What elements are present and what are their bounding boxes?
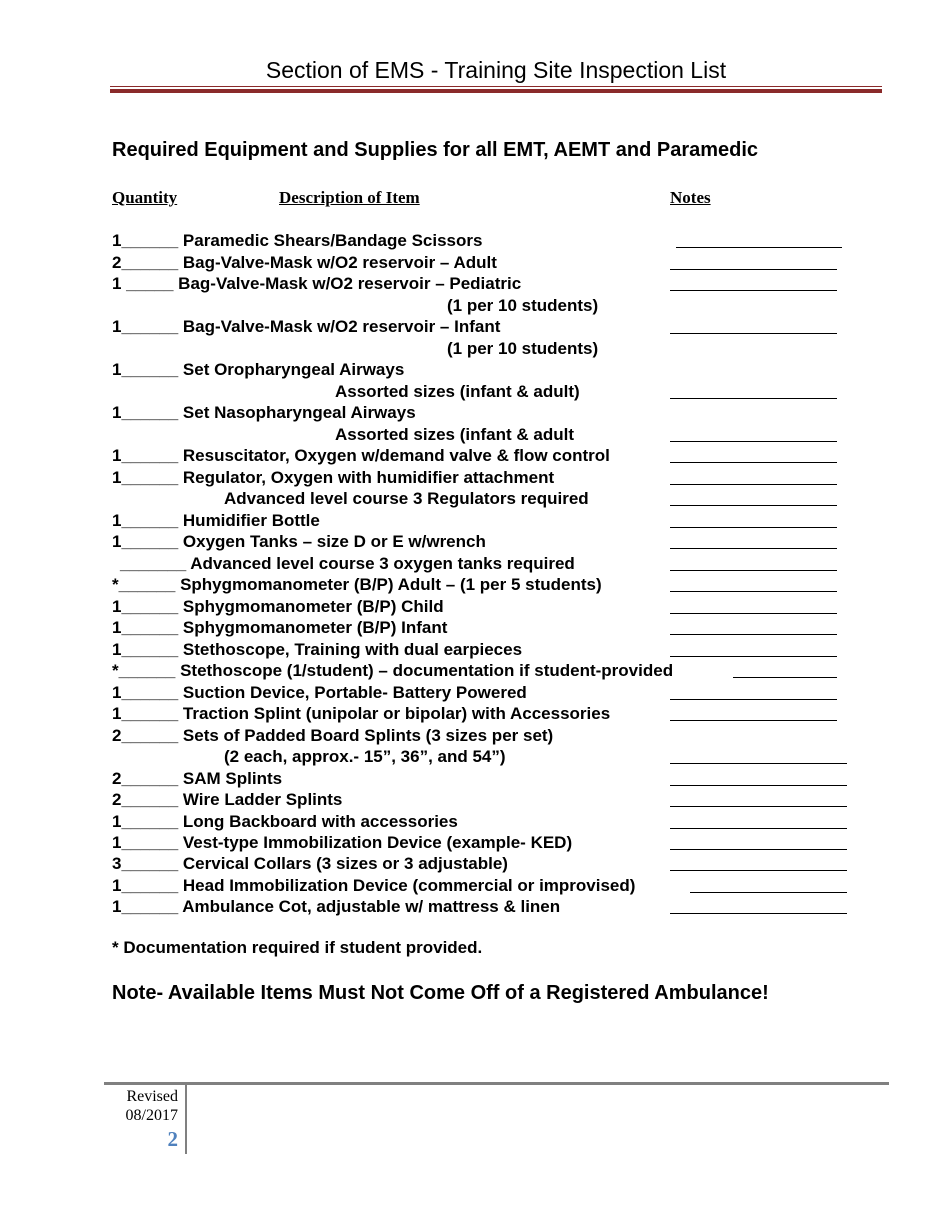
item-line: 1______ Long Backboard with accessories	[112, 812, 458, 831]
item-line: 1______ Oxygen Tanks – size D or E w/wrench	[112, 532, 486, 551]
item-line: 3______ Cervical Collars (3 sizes or 3 adjustable)	[112, 854, 508, 873]
notes-blank	[670, 591, 837, 592]
page-title: Section of EMS - Training Site Inspection List	[265, 57, 727, 83]
item-line: 1______ Traction Splint (unipolar or bipolar) with Accessories	[112, 704, 611, 723]
notes-blank	[670, 785, 847, 786]
quantity-column-header: Quantity	[112, 188, 178, 207]
item-line: 1______ Regulator, Oxygen with humidifier attachment	[112, 468, 555, 487]
notes-blank	[670, 441, 837, 442]
notes-blank	[670, 398, 837, 399]
item-line: *______ Stethoscope (1/student) – documentation if student-provided	[112, 661, 674, 680]
notes-blank	[670, 913, 847, 914]
revised-label: Revised	[126, 1088, 178, 1105]
notes-blank	[670, 849, 847, 850]
section-heading: Required Equipment and Supplies for all EMT, AEMT and Paramedic	[112, 139, 759, 161]
item-subline: (2 each, approx.- 15”, 36”, and 54”)	[224, 747, 506, 766]
notes-blank	[670, 333, 837, 334]
notes-blank	[670, 699, 837, 700]
notes-column-header: Notes	[670, 188, 711, 207]
page-number: 2	[167, 1127, 178, 1151]
item-line: 2______ Bag-Valve-Mask w/O2 reservoir – Adult	[112, 253, 497, 272]
description-column-header: Description of Item	[279, 188, 420, 207]
notes-blank	[670, 462, 837, 463]
notes-blank	[670, 269, 837, 270]
notes-blank	[670, 870, 847, 871]
item-line: 1______ Suction Device, Portable- Battery Powered	[112, 683, 527, 702]
notes-blank	[670, 806, 847, 807]
header-rule-thin	[110, 86, 882, 87]
item-subline: (1 per 10 students)	[447, 339, 599, 358]
item-line: 1______ Set Oropharyngeal Airways	[112, 360, 405, 379]
item-line: 2______ Wire Ladder Splints	[112, 790, 343, 809]
notes-blank	[670, 484, 837, 485]
item-line: 1______ Resuscitator, Oxygen w/demand valve & flow control	[112, 446, 610, 465]
item-line: 1______ Sphygmomanometer (B/P) Infant	[112, 618, 448, 637]
notes-blank	[733, 677, 837, 678]
item-subline: (1 per 10 students)	[447, 296, 599, 315]
item-line: 1______ Sphygmomanometer (B/P) Child	[112, 597, 444, 616]
item-line: 1______ Paramedic Shears/Bandage Scissors	[112, 231, 483, 250]
item-line: 1______ Ambulance Cot, adjustable w/ mattress & linen	[112, 897, 561, 916]
item-line: 1 _____ Bag-Valve-Mask w/O2 reservoir – Pediatric	[112, 274, 522, 293]
ambulance-note: Note- Available Items Must Not Come Off of a Registered Ambulance!	[112, 982, 769, 1004]
item-line: 1______ Vest-type Immobilization Device (example- KED)	[112, 833, 573, 852]
header-rule-thick	[110, 89, 882, 93]
item-line: 2______ Sets of Padded Board Splints (3 sizes per set)	[112, 726, 554, 745]
item-line: *______ Sphygmomanometer (B/P) Adult – (1 per 5 students)	[112, 575, 602, 594]
item-subline: _______ Advanced level course 3 oxygen tanks required	[120, 554, 575, 573]
item-line: 2______ SAM Splints	[112, 769, 283, 788]
item-subline: Assorted sizes (infant & adult	[335, 425, 574, 444]
footer-rule	[104, 1082, 889, 1085]
item-line: 1______ Head Immobilization Device (commercial or improvised)	[112, 876, 636, 895]
revised-date: 08/2017	[125, 1107, 178, 1124]
notes-blank	[670, 720, 837, 721]
notes-blank	[670, 527, 837, 528]
notes-blank	[670, 763, 847, 764]
notes-blank	[670, 570, 837, 571]
item-line: 1______ Set Nasopharyngeal Airways	[112, 403, 416, 422]
footer-divider	[185, 1082, 187, 1154]
notes-blank	[670, 613, 837, 614]
item-subline: Assorted sizes (infant & adult)	[335, 382, 580, 401]
notes-blank	[670, 634, 837, 635]
notes-blank	[670, 828, 847, 829]
item-line: 1______ Stethoscope, Training with dual earpieces	[112, 640, 523, 659]
item-line: 1______ Bag-Valve-Mask w/O2 reservoir – Infant	[112, 317, 501, 336]
notes-blank	[690, 892, 847, 893]
notes-blank	[670, 548, 837, 549]
item-subline: Advanced level course 3 Regulators required	[224, 489, 589, 508]
notes-blank	[670, 505, 837, 506]
footnote: * Documentation required if student provided.	[112, 938, 483, 957]
notes-blank	[670, 656, 837, 657]
notes-blank	[676, 247, 842, 248]
notes-blank	[670, 290, 837, 291]
item-line: 1______ Humidifier Bottle	[112, 511, 320, 530]
